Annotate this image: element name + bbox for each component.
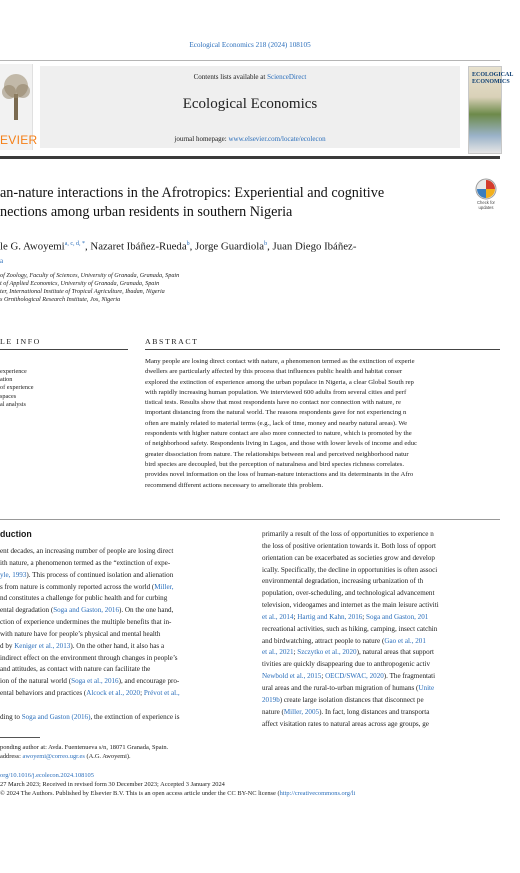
sciencedirect-link[interactable]: ScienceDirect [267, 73, 307, 81]
email-note [0, 752, 131, 761]
check-for-updates-badge[interactable] [471, 177, 501, 211]
text-span: ), natural areas that support [356, 648, 434, 657]
abstract-rule [145, 349, 500, 350]
text-span: ; [140, 689, 144, 698]
body-line [262, 707, 512, 719]
email-link[interactable]: awoyemi@correo.ugr.es [22, 753, 85, 760]
affiliation: s Ornithological Research Institute, Jos, Nigeria [0, 296, 121, 304]
text-span: ental behaviors and practices ( [0, 689, 87, 698]
title-line: an-nature interactions in the Afrotropics: Experiential and cognitive [0, 185, 385, 201]
citation-link[interactable]: Soga and Gaston, 201 [366, 612, 429, 621]
text-span: ). The fragmentati [383, 672, 436, 681]
text-span: s from nature is commonly reported across the world ( [0, 582, 155, 591]
homepage-link[interactable]: www.elsevier.com/locate/ecolecon [228, 135, 326, 143]
corresponding-author-note: ponding author at: Avda. Fuentenueva s/n, 18071 Granada, Spain. [0, 744, 169, 751]
abstract-line: with rapidly increasing human population. We interviewed 600 adults from several cities and perf [145, 388, 407, 396]
text-span: ), and encourage pro- [118, 677, 180, 686]
text-span: d by [0, 641, 15, 650]
text-span: ith nature, a phenomenon termed as the “extinction of expe- [0, 558, 171, 567]
body-line [0, 641, 247, 653]
email-prefix: address: [0, 753, 23, 760]
text-span: ). This process of continued isolation and alienation [26, 570, 174, 579]
abstract-line: often are mainly related to material terms (e.g., lack of time, money and nearby natural areas). We [145, 419, 408, 427]
journal-homepage [40, 135, 460, 143]
abstract-line: bird species are decoupled, but the perception of naturalness and bird species richness correlates. [145, 460, 405, 468]
author-name[interactable]: , Jorge Guardiola [189, 240, 265, 253]
text-span: ; [362, 612, 367, 621]
body-line [262, 647, 512, 659]
body-line [262, 719, 512, 731]
keyword: ation [0, 376, 13, 384]
introduction-heading: duction [0, 529, 32, 539]
masthead-bottom-rule [0, 156, 500, 159]
citation-link[interactable]: Szczytko et al., 2020 [297, 648, 357, 657]
body-line [262, 541, 512, 553]
text-span: recreational activities, such as hiking, camping, insect catchin [262, 624, 438, 633]
text-span: population, over-scheduling, and technological advancement [262, 589, 435, 598]
text-span: and birdwatching, attract people to nature ( [262, 636, 385, 645]
cover-title: ECOLOGICAL ECONOMICS [472, 72, 514, 85]
affiliation: t of Applied Economics, University of Granada, Granada, Spain [0, 279, 160, 287]
body-line [262, 576, 512, 588]
article-title [0, 184, 455, 222]
received-dates: 27 March 2023; Received in revised form 30 December 2023; Accepted 3 January 2024 [0, 781, 225, 788]
citation-link[interactable]: Soga and Gaston, 2016 [53, 606, 119, 615]
body-line [262, 695, 512, 707]
abstract-line: important distancing from the natural world. The reasons respondents gave for not experiencing n [145, 409, 407, 417]
text-span: tivities are quickly disappearing due to anthropogenic activ [262, 660, 431, 669]
citation-link[interactable]: et al., 2014 [262, 612, 294, 621]
citation-link[interactable]: Soga and Gaston (2016) [21, 712, 91, 721]
affiliation: ter, International Institute of Tropical Agriculture, Ibadan, Nigeria [0, 288, 165, 296]
body-line [0, 653, 247, 665]
body-line [0, 593, 247, 605]
article-info-rule [0, 349, 128, 350]
abstract-line: recommend different actions necessary to ameliorate this problem. [145, 481, 324, 489]
body-line [0, 558, 247, 570]
body-line [0, 664, 247, 676]
body-line [262, 636, 512, 648]
text-span: orientation can be exacerbated as societies grow and develop [262, 553, 435, 562]
text-span: ically. Specifically, the decline in opportunities is often associ [262, 565, 438, 574]
tree-icon [0, 64, 32, 124]
citation-link[interactable]: 2019b [262, 695, 280, 704]
affiliation-marker[interactable]: a, c, d, * [64, 241, 86, 247]
keyword: al analysis [0, 400, 26, 408]
body-column-left [0, 546, 247, 724]
citation-link[interactable]: Miller, [154, 582, 174, 591]
text-span: ural areas and the rural-to-urban migration of humans ( [262, 683, 419, 692]
body-line [262, 553, 512, 565]
text-span: ). On the other hand, it also has a [70, 641, 165, 650]
text-span: ding to [0, 712, 22, 721]
citation-link[interactable]: Newbold et al., 2015 [262, 672, 322, 681]
body-line [0, 617, 247, 629]
abstract-line: of neighborhood safety. Respondents living in Lagos, and those with lower levels of income and educ [145, 440, 418, 448]
affiliation-marker[interactable]: b [264, 241, 268, 247]
journal-title: Ecological Economics [182, 96, 318, 112]
body-line [0, 570, 247, 582]
body-line [262, 671, 512, 683]
publisher-wordmark: EVIER [0, 133, 38, 147]
citation-link[interactable]: yle, 1993 [0, 570, 27, 579]
text-span: ion of the natural world ( [0, 677, 72, 686]
masthead-top-rule [0, 60, 500, 61]
text-span: ction of experience undermines the multiple benefits that in- [0, 618, 172, 627]
text-span: ). On the one hand, [119, 606, 174, 615]
text-span: nd constitutes a challenge for public health and for curbing [0, 594, 168, 603]
keyword: experience [0, 368, 27, 375]
body-line [0, 605, 247, 617]
abstract-line: provides novel information on the loss of human-nature interactions and its determinants in the Afro [145, 471, 414, 479]
author-list [0, 237, 500, 305]
affiliation-marker[interactable]: a [0, 256, 4, 265]
license-text: © 2024 The Authors. Published by Elsevier B.V. This is an open access article under the CC BY-NC license ( [0, 790, 280, 797]
body-line [262, 624, 512, 636]
body-line [0, 629, 247, 641]
body-line [262, 683, 512, 695]
text-span: with nature have for people’s physical and mental health [0, 629, 161, 638]
citation-link[interactable]: Miller, 2005 [283, 707, 320, 716]
text-span: ; [293, 648, 298, 657]
text-span: indirect effect on the environment through changes in people’s [0, 653, 178, 662]
body-line [262, 600, 512, 612]
affiliation-marker[interactable]: b [186, 241, 190, 247]
license-note [0, 789, 520, 798]
citation-link[interactable]: Hartig and Kahn, 2016 [297, 612, 363, 621]
footnote-rule [0, 737, 40, 738]
text-span: primarily a result of the loss of opportunities to experience n [262, 530, 434, 538]
license-link[interactable]: http://creativecommons.org/li [279, 790, 356, 797]
body-column-right [262, 529, 512, 730]
article-info-heading: LE INFO [0, 337, 41, 346]
journal-reference[interactable]: Ecological Economics 218 (2024) 108105 [189, 41, 311, 49]
email-suffix: (A.G. Awoyemi). [84, 753, 131, 760]
body-line [0, 582, 247, 594]
author-name[interactable]: le G. Awoyemi [0, 240, 65, 253]
body-line [262, 659, 512, 671]
text-span: the loss of positive orientation towards it. Both loss of opport [262, 541, 436, 550]
citation-link[interactable]: et al., 2021 [262, 648, 294, 657]
abstract-line: tistical tests. Results show that most respondents have no contact nor connection with nature, re [145, 399, 401, 407]
text-span: and attitudes, as contact with nature can facilitate the [0, 665, 151, 674]
abstract-line: Many people are losing direct contact with nature, a phenomenon termed as the extinction of experie [145, 358, 415, 365]
abstract-line: dwellers are particularly affected by this process that influences public health and habitat conser [145, 368, 403, 376]
text-span: ental degradation ( [0, 606, 54, 615]
text-span: ) create large isolation distances that disconnect pe [279, 695, 424, 704]
crossmark-label: Check for updates [477, 200, 495, 210]
abstract-line: respondents with higher nature contact are also more connected to nature, which is promoted by the [145, 430, 412, 438]
citation-link[interactable]: Soga et al., 2016 [71, 677, 119, 686]
body-line [0, 688, 247, 700]
text-span: nature ( [262, 707, 284, 716]
text-span: , the extinction of experience is [90, 712, 180, 721]
citation-link[interactable]: Prévot et al., [143, 689, 180, 698]
affiliation: of Zoology, Faculty of Sciences, University of Granada, Granada, Spain [0, 271, 180, 279]
text-span: television, videogames and internet as the main leisure activiti [262, 601, 439, 610]
text-span: ; [321, 672, 326, 681]
citation-link[interactable]: Keniger et al., 2013 [14, 641, 71, 650]
keyword: of experience [0, 384, 34, 392]
text-span: ; [293, 612, 298, 621]
abstract-heading: ABSTRACT [145, 337, 199, 346]
contents-availability [40, 73, 460, 81]
body-line [0, 700, 247, 712]
body-line [262, 588, 512, 600]
contents-prefix: Contents lists available at [193, 73, 268, 81]
body-line [0, 676, 247, 688]
keyword: spaces [0, 392, 17, 400]
doi-link[interactable]: org/10.1016/j.ecolecon.2024.108105 [0, 772, 94, 779]
citation-link[interactable]: Unite [418, 683, 435, 692]
citation-link[interactable]: Gao et al., 201 [384, 636, 426, 645]
text-span: ent decades, an increasing number of people are losing direct [0, 547, 174, 555]
section-rule [0, 519, 500, 520]
text-span: environmental degradation, increasing urbanization of th [262, 577, 424, 586]
citation-link[interactable]: Alcock et al., 2020 [86, 689, 141, 698]
abstract-text [145, 357, 515, 491]
homepage-prefix: journal homepage: [174, 135, 229, 143]
body-line [262, 529, 512, 541]
text-span: affect visitation rates to natural areas across age groups, ge [262, 719, 429, 728]
abstract-line: greater dissociation from nature. The relationships between real and perceived neighborhood natur [145, 450, 409, 458]
body-line [0, 712, 247, 724]
title-line: nections among urban residents in southern Nigeria [0, 204, 293, 220]
abstract-line: explored the extinction of experience among the urban populace in Nigeria, a clear Global South rep [145, 378, 414, 386]
citation-link[interactable]: OECD/SWAC, 2020 [325, 672, 384, 681]
body-line [262, 612, 512, 624]
body-line [0, 546, 247, 558]
text-span: ). In fact, long distances and transporta [319, 707, 430, 716]
keyword-list [0, 368, 34, 409]
author-name[interactable]: , Nazaret Ibáñez-Rueda [85, 240, 187, 253]
body-line [262, 565, 512, 577]
author-name[interactable]: , Juan Diego Ibáñez- [267, 240, 357, 253]
